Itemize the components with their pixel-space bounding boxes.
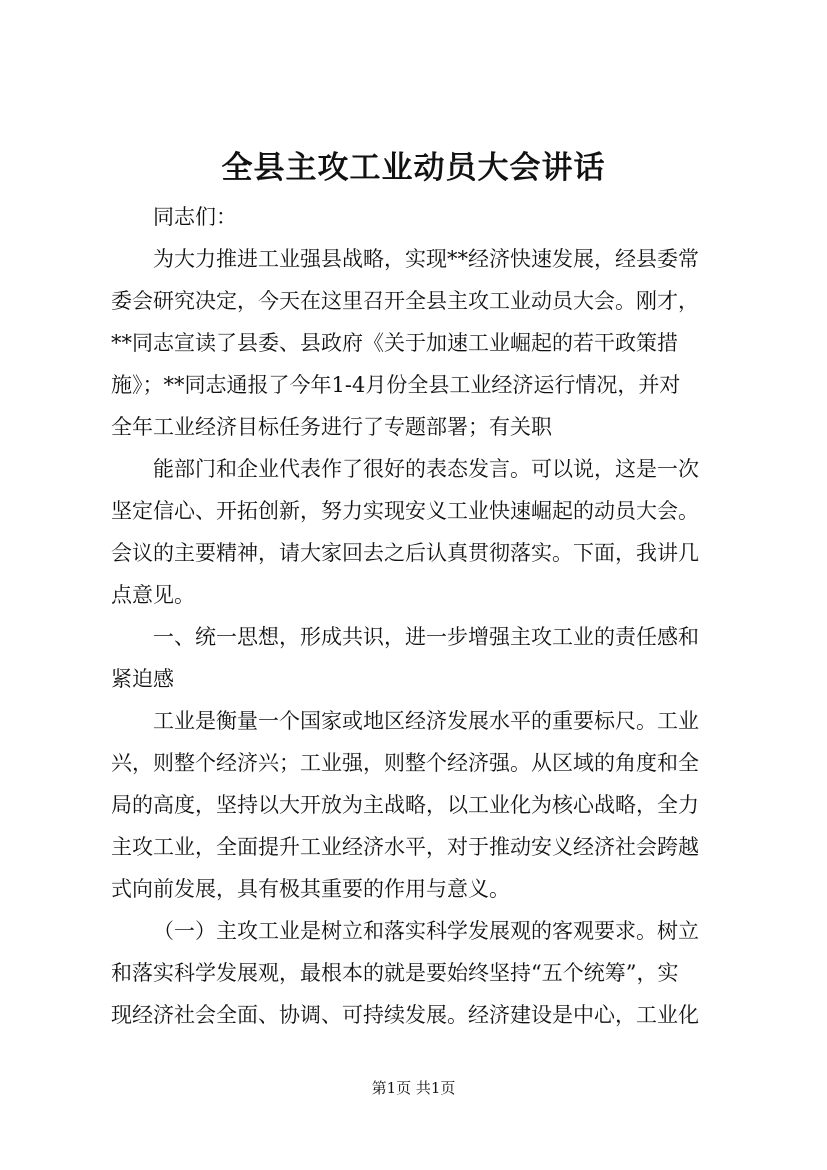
text-line: 工业是衡量一个国家或地区经济发展水平的重要标尺。工业 [153,709,699,733]
document-body [111,196,721,1036]
text-line: 同志们： [153,205,237,229]
text-line: 能部门和企业代表作了很好的表态发言。可以说，这是一次 [153,457,699,481]
text-line: **同志宣读了县委、县政府《关于加速工业崛起的若干政策措 [111,331,678,355]
text-line: 现经济社会全面、协调、可持续发展。经济建设是中心，工业化 [111,1003,699,1027]
text-line: 局的高度，坚持以大开放为主战略，以工业化为核心战略，全力 [111,793,699,817]
page-footer: 第1页 共1页 [371,1079,456,1097]
text-line: 兴，则整个经济兴；工业强，则整个经济强。从区域的角度和全 [111,751,699,775]
text-line: 会议的主要精神，请大家回去之后认真贯彻落实。下面，我讲几 [111,541,699,565]
text-line: 为大力推进工业强县战略，实现**经济快速发展，经县委常 [153,247,699,271]
text-line: 点意见。 [111,583,195,607]
text-line: 坚定信心、开拓创新，努力实现安义工业快速崛起的动员大会。 [111,499,699,523]
document-title: 全县主攻工业动员大会讲话 [221,150,606,186]
text-line: 委会研究决定，今天在这里召开全县主攻工业动员大会。刚才， [111,289,699,313]
text-line: （一）主攻工业是树立和落实科学发展观的客观要求。树立 [153,919,699,943]
text-line: 全年工业经济目标任务进行了专题部署；有关职 [111,415,552,439]
text-line: 主攻工业，全面提升工业经济水平，对于推动安义经济社会跨越 [111,835,699,859]
text-line: 式向前发展，具有极其重要的作用与意义。 [111,877,510,901]
text-line: 和落实科学发展观，最根本的就是要始终坚持“五个统筹”，实 [111,961,679,985]
section-heading: 一、统一思想，形成共识，进一步增强主攻工业的责任感和 [153,625,699,649]
section-heading: 紧迫感 [111,667,174,691]
text-line: 施》；**同志通报了今年1-4月份全县工业经济运行情况，并对 [111,373,681,397]
